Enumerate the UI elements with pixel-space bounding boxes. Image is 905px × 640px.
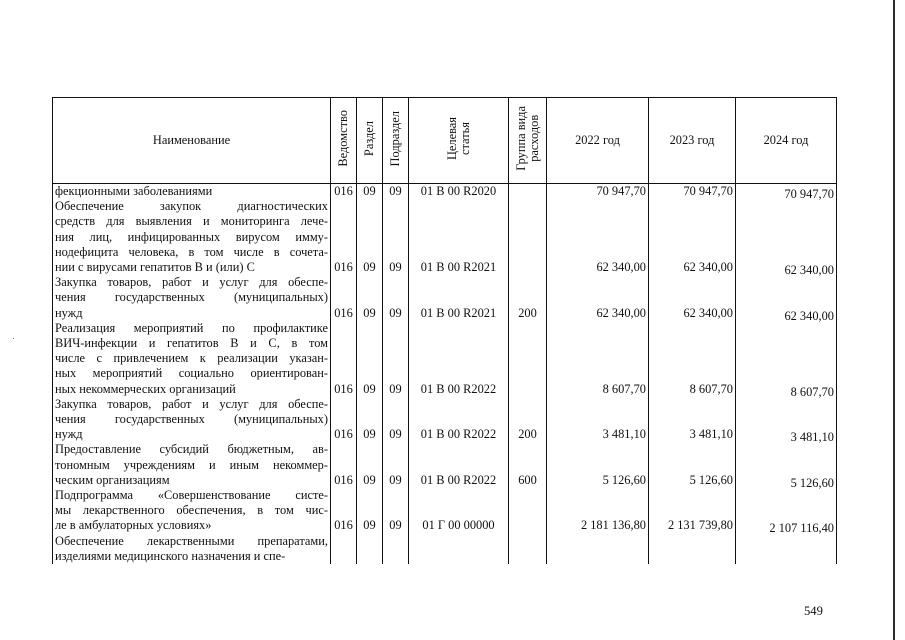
cell-gruppa [509,321,547,397]
cell-tselevaya-value: 01 В 00 R2020 [420,184,497,198]
cell-2024-value: 8 607,70 [790,384,834,399]
cell-2024 [736,442,837,488]
cell-vedomstvo [331,184,357,200]
cell-2023-value: 70 947,70 [683,184,733,198]
cell-2023 [649,534,736,564]
cell-razdel-value: 09 [363,518,376,533]
cell-2023 [649,442,736,488]
table-row [53,184,837,200]
cell-2024-value: 3 481,10 [790,430,834,445]
cell-gruppa [509,442,547,488]
table-row [53,534,837,564]
cell-2024 [736,397,837,443]
cell-tselevaya-value: 01 В 00 R2022 [420,381,497,396]
cell-razdel [357,321,383,397]
table-body [53,184,837,565]
cell-razdel-value: 09 [363,260,376,275]
table-row [53,199,837,275]
cell-name [53,397,331,443]
table-row [53,488,837,534]
cell-tselevaya [409,275,509,321]
cell-2023-value: 62 340,00 [683,305,733,320]
cell-2024-value: 5 126,60 [790,475,834,490]
cell-podrazdel [383,442,409,488]
cell-gruppa [509,184,547,200]
cell-podrazdel-value: 09 [389,472,402,487]
cell-name [53,275,331,321]
cell-2023 [649,397,736,443]
cell-2022 [547,275,649,321]
table-header-row [53,98,837,184]
header-2024: 2024 год [736,98,837,184]
cell-razdel [357,442,383,488]
table-row [53,442,837,488]
cell-tselevaya-value: 01 В 00 R2021 [420,305,497,320]
cell-razdel [357,397,383,443]
cell-razdel-value: 09 [363,427,376,442]
cell-name [53,321,331,397]
cell-tselevaya [409,321,509,397]
cell-name [53,534,331,564]
name-line: ВИЧ-инфекции и гепатитов В и С, в том [55,336,328,351]
cell-vedomstvo [331,275,357,321]
cell-2024-value: 70 947,70 [784,187,834,201]
header-name: Наименование [53,98,331,184]
cell-razdel [357,184,383,200]
cell-podrazdel-value: 09 [389,427,402,442]
cell-vedomstvo [331,442,357,488]
cell-podrazdel-value: 09 [389,518,402,533]
cell-2022-value: 2 181 136,80 [580,518,646,533]
header-tselevaya: Целевая статья [409,98,509,184]
cell-podrazdel-value: 09 [389,184,402,198]
cell-podrazdel [383,488,409,534]
name-line: нии с вирусами гепатитов В и (или) С [55,260,255,275]
cell-2023-value: 5 126,60 [689,472,733,487]
cell-razdel [357,534,383,564]
cell-razdel [357,199,383,275]
cell-podrazdel [383,321,409,397]
cell-podrazdel [383,184,409,200]
header-podrazdel: Подраздел [383,98,409,184]
name-line: чения государственных (муниципальных) [55,290,328,305]
cell-razdel-value: 09 [363,184,376,198]
header-razdel: Раздел [357,98,383,184]
cell-2023-value: 2 131 739,80 [667,518,733,533]
cell-name [53,184,331,200]
cell-tselevaya-value: 01 В 00 R2022 [420,427,497,442]
header-vedomstvo: Ведомство [331,98,357,184]
cell-razdel-value: 09 [363,381,376,396]
cell-2022-value: 5 126,60 [602,472,646,487]
cell-tselevaya-value: 01 В 00 R2022 [420,472,497,487]
cell-tselevaya [409,442,509,488]
cell-vedomstvo-value: 016 [334,184,353,198]
name-line: Подпрограмма «Совершенствование систе- [55,488,328,503]
name-line: мы лекарственного обеспечения, в том чис- [55,503,328,518]
header-2023: 2023 год [649,98,736,184]
cell-gruppa-value: 200 [518,427,537,442]
cell-tselevaya [409,488,509,534]
cell-gruppa [509,488,547,534]
name-line: Закупка товаров, работ и услуг для обеспе- [55,396,328,411]
cell-podrazdel [383,397,409,443]
cell-2024 [736,321,837,397]
name-line: чения государственных (муниципальных) [55,412,328,427]
cell-tselevaya-value: 01 В 00 R2021 [420,260,497,275]
cell-vedomstvo [331,397,357,443]
cell-2024-value: 62 340,00 [784,263,834,278]
name-line: нужд [55,305,83,320]
name-line: Обеспечение закупок диагностических [55,199,328,214]
cell-vedomstvo [331,534,357,564]
name-line: Обеспечение лекарственными препаратами, [55,533,328,548]
cell-vedomstvo-value: 016 [334,427,353,442]
cell-2022-value: 62 340,00 [596,260,646,275]
name-line: тономным учреждениям и иным некоммер- [55,457,328,472]
cell-2024-value: 62 340,00 [784,308,834,323]
cell-vedomstvo [331,321,357,397]
cell-2023 [649,488,736,534]
name-line: средств для выявления и мониторинга лече- [55,214,328,229]
cell-2022 [547,321,649,397]
name-line: ле в амбулаторных условиях» [55,518,212,533]
cell-name [53,199,331,275]
cell-2022 [547,184,649,200]
cell-2023 [649,199,736,275]
name-line: изделиями медицинского назначения и спе- [55,548,286,563]
cell-tselevaya [409,397,509,443]
cell-2023 [649,321,736,397]
name-line: фекционными заболеваниями [55,184,213,198]
cell-2022 [547,397,649,443]
name-line: ческим организациям [55,472,170,487]
cell-gruppa [509,275,547,321]
cell-tselevaya-value: 01 Г 00 00000 [422,518,495,533]
cell-podrazdel-value: 09 [389,260,402,275]
scan-speck [13,338,14,339]
cell-razdel-value: 09 [363,472,376,487]
cell-vedomstvo-value: 016 [334,305,353,320]
cell-2023-value: 62 340,00 [683,260,733,275]
cell-vedomstvo [331,199,357,275]
cell-2022-value: 8 607,70 [602,381,646,396]
cell-gruppa [509,397,547,443]
cell-vedomstvo-value: 016 [334,472,353,487]
name-line: нужд [55,427,83,442]
cell-2022 [547,199,649,275]
name-line: ния лиц, инфицированных вирусом имму- [55,229,328,244]
cell-podrazdel [383,199,409,275]
cell-2022-value: 62 340,00 [596,305,646,320]
name-line: ных некоммерческих организаций [55,381,236,396]
cell-vedomstvo-value: 016 [334,260,353,275]
cell-vedomstvo-value: 016 [334,381,353,396]
cell-2023-value: 8 607,70 [689,381,733,396]
cell-razdel [357,488,383,534]
scan-edge-line [893,0,895,640]
cell-razdel-value: 09 [363,305,376,320]
cell-tselevaya [409,184,509,200]
cell-gruppa [509,199,547,275]
cell-name [53,488,331,534]
cell-podrazdel [383,275,409,321]
cell-2024 [736,488,837,534]
cell-razdel [357,275,383,321]
cell-gruppa-value: 600 [518,472,537,487]
cell-podrazdel-value: 09 [389,381,402,396]
cell-2022 [547,534,649,564]
cell-2022-value: 70 947,70 [596,184,646,198]
name-line: нодефицита человека, в том числе в сочета- [55,244,328,259]
cell-2023 [649,184,736,200]
cell-name [53,442,331,488]
cell-vedomstvo-value: 016 [334,518,353,533]
table-row [53,321,837,397]
cell-2023-value: 3 481,10 [689,427,733,442]
cell-tselevaya [409,199,509,275]
cell-2024-value: 2 107 116,40 [769,521,834,536]
name-line: числе с привлечением к реализации указан- [55,351,328,366]
page-number: 549 [804,604,823,618]
header-2022: 2022 год [547,98,649,184]
cell-2024 [736,275,837,321]
name-line: Закупка товаров, работ и услуг для обеспе- [55,275,328,290]
cell-2023 [649,275,736,321]
name-line: ных мероприятий социально ориентирован- [55,366,328,381]
name-line: Реализация мероприятий по профилактике [55,320,328,335]
table-row [53,397,837,443]
cell-2024 [736,534,837,564]
budget-table [52,97,837,564]
cell-podrazdel [383,534,409,564]
cell-podrazdel-value: 09 [389,305,402,320]
header-gruppa: Группа вида расходов [509,98,547,184]
cell-2024 [736,199,837,278]
cell-2022 [547,488,649,534]
cell-2024 [736,184,837,200]
cell-tselevaya [409,534,509,564]
cell-gruppa [509,534,547,564]
cell-vedomstvo [331,488,357,534]
cell-2022-value: 3 481,10 [602,427,646,442]
table-row [53,275,837,321]
cell-gruppa-value: 200 [518,305,537,320]
cell-2022 [547,442,649,488]
name-line: Предоставление субсидий бюджетным, ав- [55,442,328,457]
